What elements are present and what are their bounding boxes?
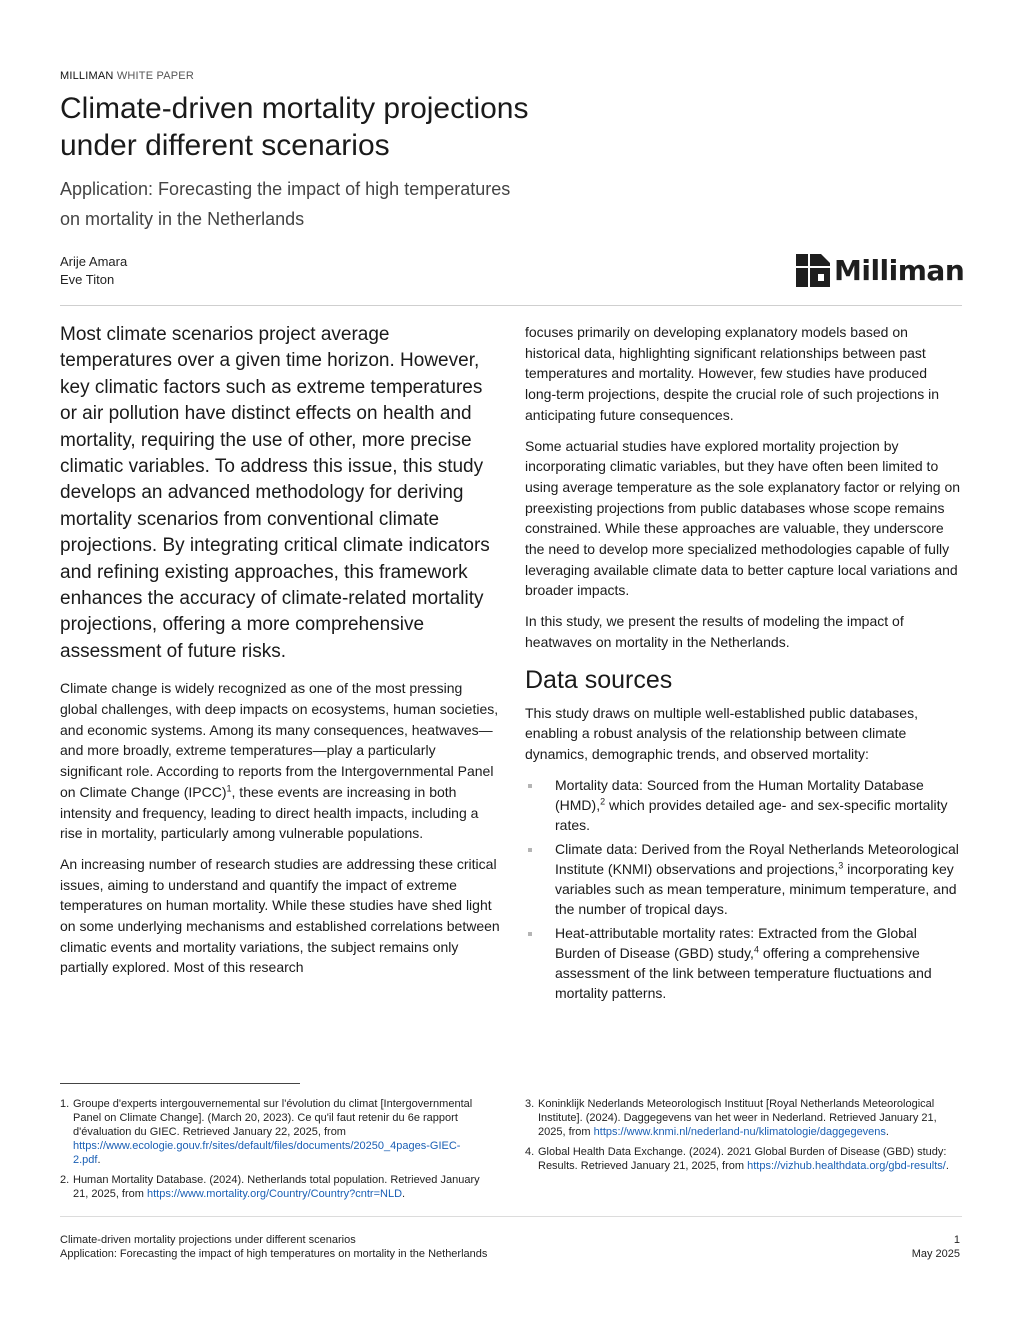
document-type: WHITE PAPER [113, 70, 194, 82]
footnote-text [538, 1097, 962, 1139]
brand-name: MILLIMAN [60, 70, 114, 82]
paragraph-text: , these events are increasing in both intensity and frequency, leading to direct health impacts, including a rise in mortality, particularly among vulnerable populations. [60, 783, 479, 842]
body-paragraph: Some actuarial studies have explored mortality projection by incorporating climatic variables, but they have often been limited to using average temperature as the sole explanatory factor or relying on preexisting projections from public databases whose scope remains constrained. While these approaches are valuable, they underscore the need to develop more specialized methodologies capable of fully leveraging available climate data to better capture local variations and broader impacts. [525, 437, 961, 599]
footnote-number: 2. [60, 1174, 70, 1186]
footnote-link[interactable]: https://www.knmi.nl/nederland-nu/klimatologie/daggegevens [593, 1126, 886, 1138]
author-name: Arije Amara [60, 254, 128, 269]
footnote-ref[interactable]: 2 [600, 796, 606, 806]
author-name: Eve Titon [60, 272, 115, 287]
right-column [525, 322, 962, 1007]
footnotes-right [525, 1097, 962, 1179]
footnotes-left [60, 1097, 480, 1207]
page-title [60, 90, 620, 164]
bullet-square-icon [528, 848, 532, 852]
list-item-text: Heat-attributable mortality rates: Extracted from the Global Burden of Disease (GBD) study, [555, 924, 917, 961]
list-item-text: which provides detailed age- and sex-specific mortality rates. [555, 796, 948, 833]
footnote-citation: Koninklijk Nederlands Meteorologisch Instituut [Royal Netherlands Meteorological Institute]. (2024). Daggegevens van het weer in Nederland. Retrieved January 21, 2025, from [538, 1098, 937, 1138]
bullet-square-icon [528, 784, 532, 788]
footnote-end: . [402, 1188, 406, 1200]
footnote-citation: Groupe d'experts intergouvernemental sur l'évolution du climat [Intergovernmental Panel on Climate Change]. (March 20, 2023). Ce qu'il faut retenir du 6e rapport d'évaluation du GIEC. Retrieved January 22, 2025, from [73, 1098, 473, 1138]
brand-line [60, 70, 194, 82]
footnote [525, 1145, 962, 1173]
footnote-end: . [885, 1126, 889, 1138]
footer-title: Climate-driven mortality projections under different scenarios [60, 1234, 356, 1246]
footnote-text [73, 1097, 480, 1167]
footnote-end: . [945, 1160, 949, 1172]
footnote [60, 1097, 480, 1167]
lead-paragraph: Most climate scenarios project average temperatures over a given time horizon. However, key climatic factors such as extreme temperatures or air pollution have distinct effects on health and mortality, requiring the use of other, more precise climatic variables. To address this issue, this study develops an advanced methodology for deriving mortality scenarios from conventional climate projections. By integrating critical climate indicators and refining existing approaches, this framework enhances the accuracy of climate-related mortality projections, offering a more comprehensive assessment of future risks. [60, 324, 490, 662]
page-number: 1 [953, 1234, 960, 1246]
footnote-ref[interactable]: 3 [838, 860, 844, 870]
footnote-end: . [97, 1154, 101, 1166]
subtitle-line-2: on mortality in the Netherlands [60, 209, 305, 229]
section-heading: Data sources [525, 665, 673, 694]
body-paragraph [60, 678, 500, 844]
footer-divider [60, 1216, 962, 1217]
list-item-text: offering a comprehensive assessment of the link between temperature fluctuations and mortality patterns. [555, 944, 932, 1001]
title-line-1: Climate-driven mortality projections [60, 92, 529, 125]
milliman-logo [796, 252, 966, 288]
title-line-2: under different scenarios [60, 129, 390, 162]
header-divider [60, 305, 962, 306]
list-item-text: incorporating key variables such as mean temperature, minimum temperature, and the number of tropical days. [555, 860, 957, 917]
left-column [60, 322, 500, 988]
footnote-link[interactable]: https://www.ecologie.gouv.fr/sites/default/files/documents/20250_4pages-GIEC-2.pdf [73, 1140, 461, 1166]
list-item [525, 923, 962, 1003]
milliman-logo-icon [796, 254, 830, 287]
list-item [525, 839, 962, 919]
footnote-link[interactable]: https://www.mortality.org/Country/Country?cntr=NLD [147, 1188, 403, 1200]
body-paragraph: This study draws on multiple well-established public databases, enabling a robust analysis of the relationship between climate dynamics, demographic trends, and observed mortality: [525, 704, 918, 762]
data-sources-list [525, 775, 962, 1003]
logo-wordmark: Milliman [834, 253, 965, 287]
footnote [525, 1097, 962, 1139]
footer-meta [912, 1233, 960, 1261]
footnote-citation: Global Health Data Exchange. (2024). 2021 Global Burden of Disease (GBD) study: Results. Retrieved January 21, 2025, from [538, 1146, 947, 1172]
footnote-text [538, 1145, 962, 1173]
paragraph-text: Climate change is widely recognized as one of the most pressing global challenges, with deep impacts on ecosystems, human societies, and economic systems. Among its many consequences, heatwaves—and more broadly, extreme temperatures—play a particularly significant role. According to reports from the Intergovernmental Panel on Climate Change (IPCC) [60, 680, 499, 800]
body-paragraph: focuses primarily on developing explanatory models based on historical data, highlighting significant relationships between past temperatures and mortality. However, few studies have produced long-term projections, despite the crucial role of such projections in anticipating future consequences. [525, 324, 939, 423]
page-subtitle [60, 174, 600, 234]
list-item-text: Mortality data: Sourced from the Human Mortality Database (HMD), [555, 776, 924, 813]
subtitle-line-1: Application: Forecasting the impact of high temperatures [60, 179, 511, 199]
footer-subtitle: Application: Forecasting the impact of high temperatures on mortality in the Netherlands [60, 1248, 488, 1260]
author-list [60, 253, 127, 289]
footnote-number: 4. [525, 1146, 535, 1158]
footnote-divider [60, 1083, 300, 1084]
body-paragraph: An increasing number of research studies are addressing these critical issues, aiming to understand and quantify the impact of extreme temperatures on human mortality. While these studies have shed light on some underlying mechanisms and established correlations between climatic events and mortality variations, the subject remains only partially explored. Most of this research [60, 855, 500, 976]
footnote-ref[interactable]: 4 [753, 944, 759, 954]
footnote-ref[interactable]: 1 [226, 783, 232, 794]
body-paragraph: In this study, we present the results of modeling the impact of heatwaves on mortality in the Netherlands. [525, 613, 904, 650]
footnote-link[interactable]: https://vizhub.healthdata.org/gbd-results/ [747, 1160, 946, 1172]
bullet-square-icon [528, 932, 532, 936]
list-item [525, 775, 962, 835]
list-item-text: Climate data: Derived from the Royal Netherlands Meteorological Institute (KNMI) observations and projections, [555, 840, 959, 877]
footer-running-title [60, 1233, 487, 1261]
footnote [60, 1173, 480, 1201]
footnote-citation: Human Mortality Database. (2024). Netherlands total population. Retrieved January 21, 2025, from [73, 1174, 480, 1200]
footnote-number: 3. [525, 1098, 535, 1110]
publication-date: May 2025 [911, 1248, 960, 1260]
footnote-text [73, 1173, 480, 1201]
footnote-number: 1. [60, 1098, 70, 1110]
